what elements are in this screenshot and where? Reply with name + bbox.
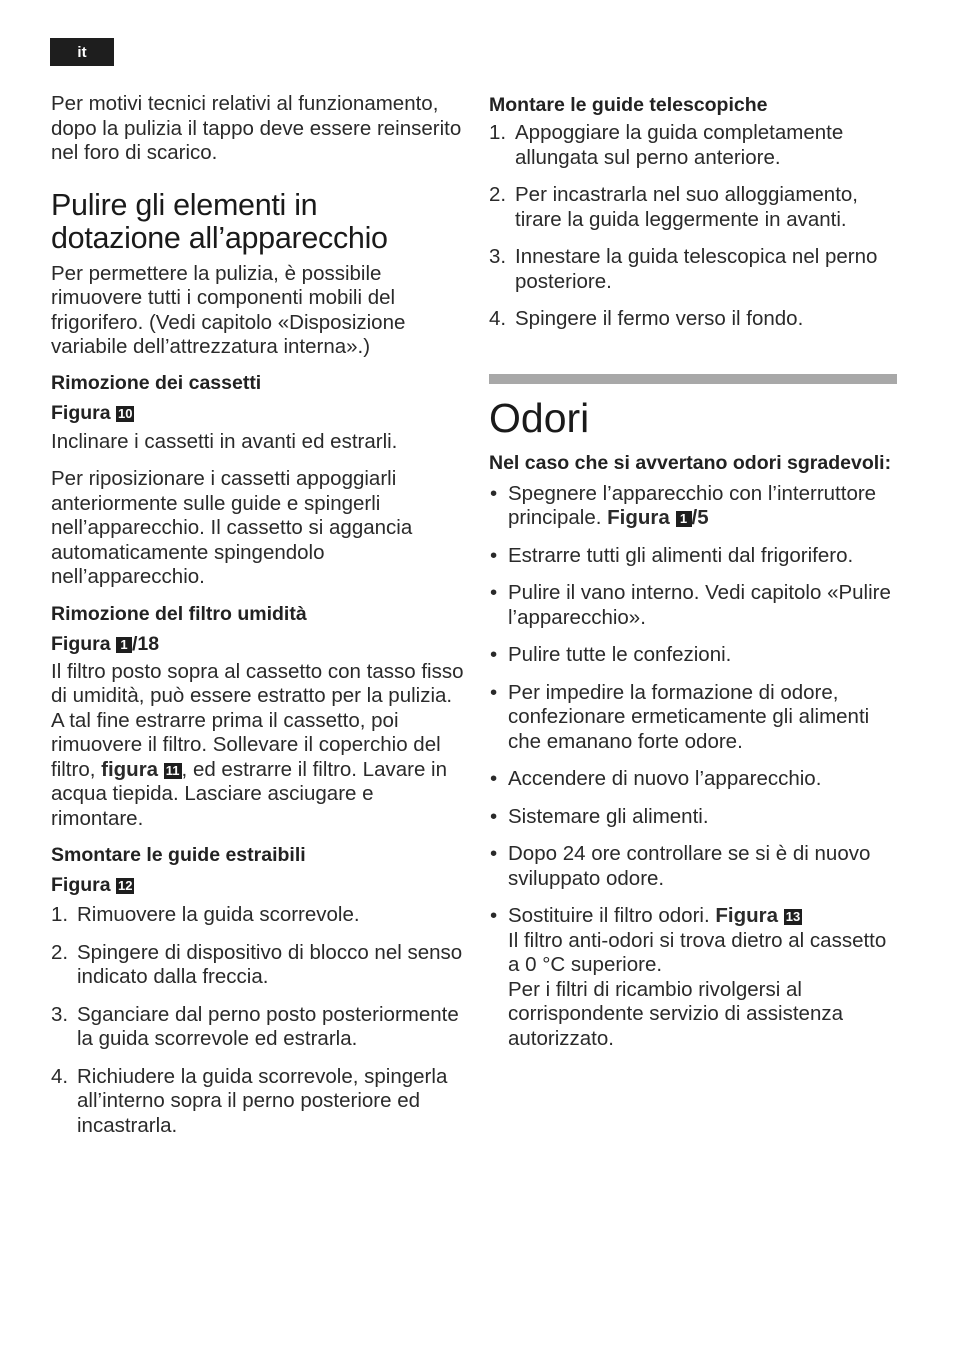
step-text: Sganciare dal perno posto posteriormente la guida scorrevole ed estrarla. <box>77 1002 459 1050</box>
intro-paragraph: Per motivi tecnici relativi al funzionamento, dopo la pulizia il tappo deve essere reinserito nel foro di scarico. <box>51 92 462 164</box>
figure-number-badge: 11 <box>165 762 180 778</box>
item-text-line: Per i filtri di ricambio rivolgersi al corrispondente servizio di assistenza autorizzato. <box>508 977 843 1050</box>
figure-label: figura <box>101 757 159 781</box>
list-item <box>489 581 899 630</box>
bullet: • <box>490 481 498 505</box>
item-text: Accendere di nuovo l’apparecchio. <box>508 767 822 790</box>
section-divider <box>489 374 897 384</box>
step-text: Appoggiare la guida completamente allungata sul perno anteriore. <box>515 121 844 169</box>
filter-paragraph <box>51 660 469 832</box>
step-number: 3. <box>489 245 507 268</box>
drawers-title: Rimozione dei cassetti <box>51 371 262 394</box>
bullet: • <box>490 680 498 704</box>
guides-figure-ref <box>51 873 469 897</box>
telescopic-steps <box>489 121 899 332</box>
list-item <box>489 643 899 668</box>
figure-number-badge: 12 <box>118 878 133 893</box>
section-heading-line2: dotazione all’apparecchio <box>51 220 388 255</box>
list-item <box>489 767 899 792</box>
drawers-figure-ref <box>51 401 469 425</box>
figure-label: Figura <box>51 874 111 896</box>
filter-text: Il filtro posto sopra al cassetto con tasso fisso di umidità, può essere estratto per la pulizia. A tal fine estrarre prima il cassetto, poi rimuovere il filtro. Sollevare il coperchio del filtro, <box>51 659 464 781</box>
list-item <box>51 903 469 928</box>
item-text: Sistemare gli alimenti. <box>508 804 709 828</box>
figure-number-badge: 1 <box>676 511 692 527</box>
bullet: • <box>490 804 498 828</box>
step-number: 4. <box>51 1064 69 1088</box>
list-item <box>489 121 899 170</box>
telescopic-title: Montare le guide telescopiche <box>489 94 768 116</box>
figure-label: Figura <box>51 401 111 424</box>
bullet: • <box>490 904 498 927</box>
language-tab: it <box>50 38 114 66</box>
item-text-line: Il filtro anti-odori si trova dietro al cassetto a 0 °C superiore. <box>508 928 887 976</box>
section-heading <box>51 189 469 255</box>
bullet: • <box>490 543 498 567</box>
item-text: Per impedire la formazione di odore, confezionare ermeticamente gli alimenti che emanano forte odore. <box>508 680 870 753</box>
step-text: Spingere di dispositivo di blocco nel senso indicato dalla freccia. <box>77 940 463 988</box>
item-text: Sostituire il filtro odori. <box>508 904 710 927</box>
step-text: Rimuovere la guida scorrevole. <box>77 903 360 926</box>
list-item <box>489 307 899 332</box>
figure-suffix: /18 <box>132 632 160 655</box>
list-item <box>489 904 899 1051</box>
figure-suffix: /5 <box>691 506 709 529</box>
list-item <box>51 941 469 990</box>
step-number: 1. <box>489 121 507 144</box>
item-text: Pulire tutte le confezioni. <box>508 643 732 666</box>
bullet: • <box>490 767 498 790</box>
list-item <box>489 544 899 569</box>
item-text: Pulire il vano interno. Vedi capitolo «Pulire l’apparecchio». <box>508 581 891 629</box>
guides-steps <box>51 903 469 1138</box>
drawers-paragraph-2: Per riposizionare i cassetti appoggiarli anteriormente sulle guide e spingerli nell’apparecchio. Il cassetto si aggancia automaticamente spingendolo nell’apparecchio. <box>51 467 413 588</box>
odori-list <box>489 482 899 1052</box>
list-item <box>489 842 899 891</box>
figure-number-badge: 10 <box>118 405 133 421</box>
list-item <box>51 1003 469 1052</box>
section-intro: Per permettere la pulizia, è possibile rimuovere tutti i componenti mobili del frigorifero. (Vedi capitolo «Disposizione variabile dell’attrezzatura interna».) <box>51 261 406 358</box>
step-number: 2. <box>489 183 507 206</box>
step-number: 2. <box>51 940 69 964</box>
bullet: • <box>490 842 498 865</box>
filter-figure-ref <box>51 632 469 656</box>
item-text: Spegnere l’apparecchio con l’interruttore principale. <box>508 481 877 529</box>
item-text: Dopo 24 ore controllare se si è di nuovo sviluppato odore. <box>508 842 871 890</box>
step-text: Spingere il fermo verso il fondo. <box>515 307 804 330</box>
guides-title: Smontare le guide estraibili <box>51 844 306 866</box>
filter-title: Rimozione del filtro umidità <box>51 602 307 625</box>
figure-number-badge: 13 <box>785 909 801 924</box>
step-text: Per incastrarla nel suo alloggiamento, tirare la guida leggermente in avanti. <box>515 183 858 231</box>
step-number: 1. <box>51 903 69 926</box>
step-number: 4. <box>489 307 507 330</box>
drawers-paragraph-1: Inclinare i cassetti in avanti ed estrarli. <box>51 429 398 453</box>
figure-label: Figura <box>607 506 670 529</box>
figure-number-badge: 1 <box>116 637 132 653</box>
right-column <box>489 94 899 1051</box>
list-item <box>489 681 899 755</box>
list-item <box>489 482 899 531</box>
step-text: Richiudere la guida scorrevole, spingerla all’interno sopra il perno posteriore ed incastrarla. <box>77 1064 448 1137</box>
item-text: Estrarre tutti gli alimenti dal frigorifero. <box>508 543 854 567</box>
filter-text-rest: , ed estrarre il filtro. Lavare in acqua tiepida. Lasciare asciugare e rimontare. <box>51 757 448 830</box>
odori-heading: Odori <box>489 394 590 441</box>
figure-label: Figura <box>715 904 779 927</box>
bullet: • <box>490 581 498 604</box>
odori-lead: Nel caso che si avvertano odori sgradevoli: <box>489 451 892 474</box>
step-number: 3. <box>51 1002 69 1026</box>
step-text: Innestare la guida telescopica nel perno posteriore. <box>515 245 878 293</box>
list-item <box>51 1065 469 1139</box>
section-heading-line1: Pulire gli elementi in <box>51 187 318 222</box>
left-column <box>51 92 469 1138</box>
list-item <box>489 183 899 232</box>
figure-label: Figura <box>51 632 111 655</box>
bullet: • <box>490 643 498 666</box>
list-item <box>489 805 899 830</box>
list-item <box>489 245 899 294</box>
